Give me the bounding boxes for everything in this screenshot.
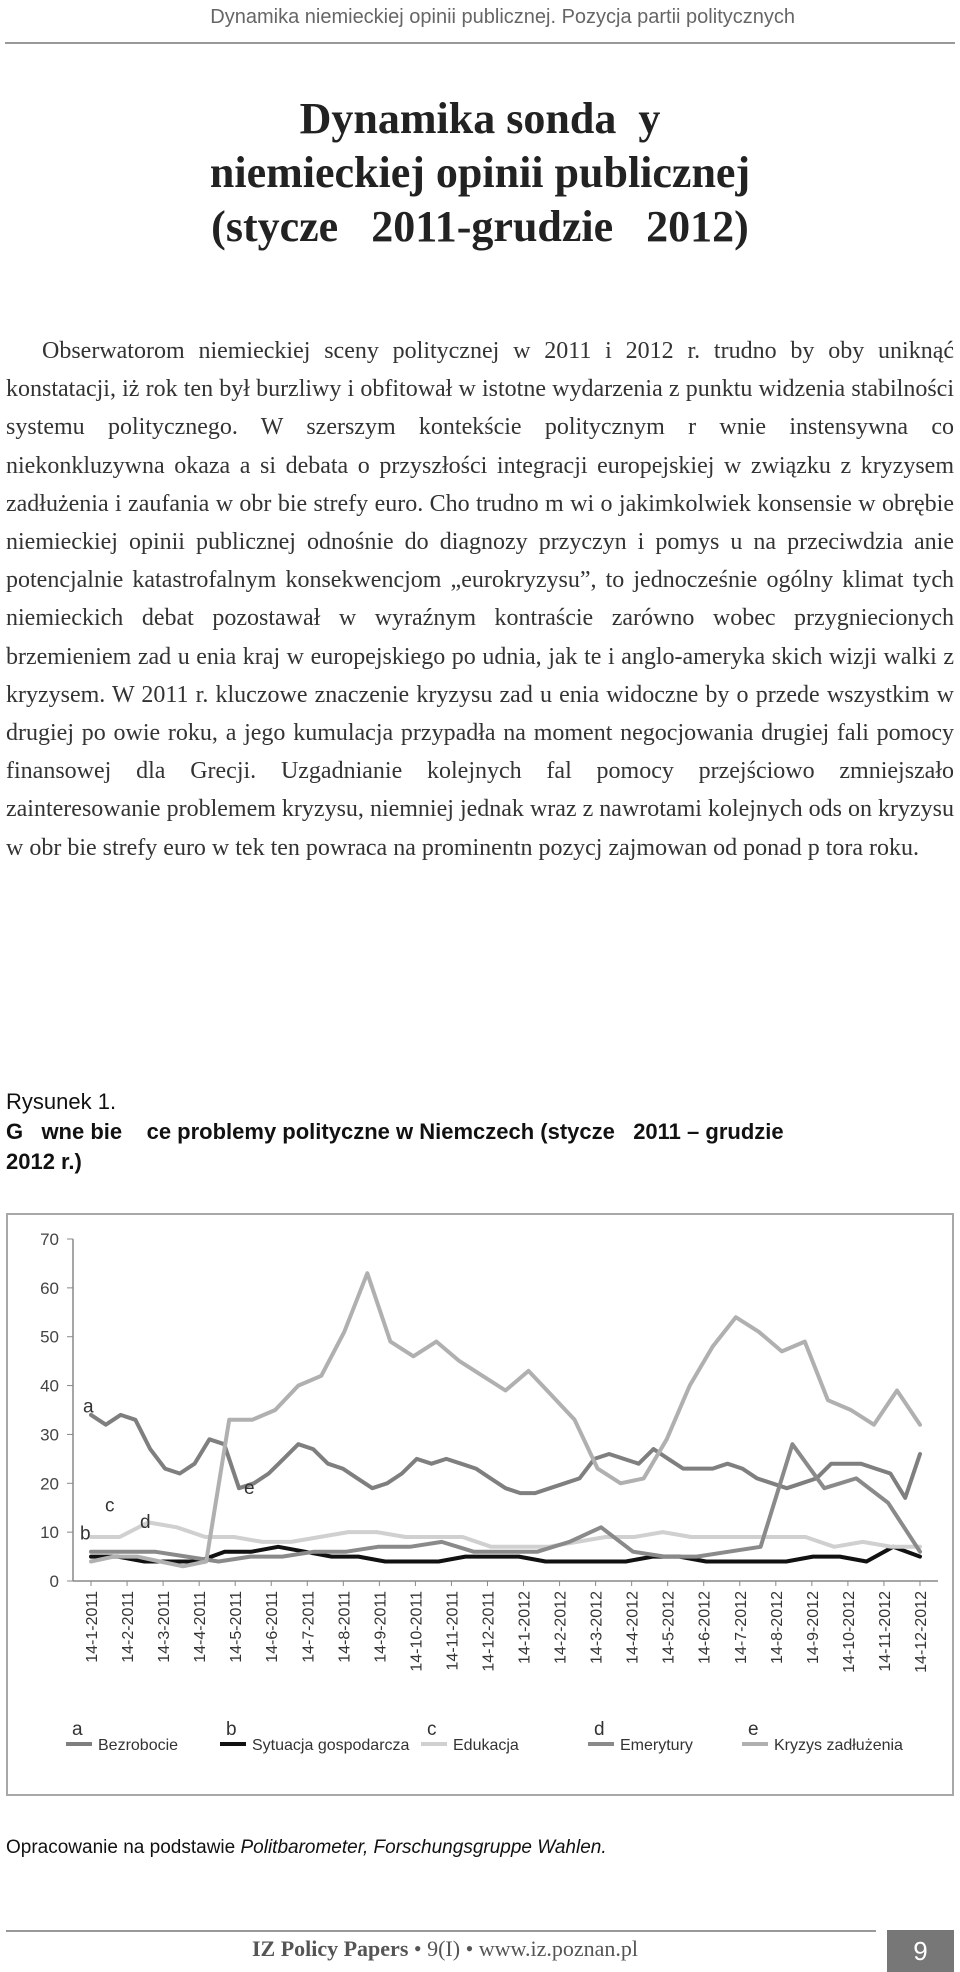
figure-title-line-2: 2012 r.) xyxy=(6,1149,82,1174)
figure-caption xyxy=(6,1087,954,1177)
footer-text xyxy=(0,1936,890,1962)
x-tick-label: 14-3-2012 xyxy=(588,1591,606,1664)
x-tick-label: 14-2-2011 xyxy=(120,1591,138,1663)
x-tick-label: 14-7-2011 xyxy=(300,1591,318,1663)
x-tick-label: 14-5-2012 xyxy=(660,1591,678,1664)
figure-label: Rysunek 1. xyxy=(6,1089,117,1114)
footer-rule xyxy=(6,1930,876,1932)
x-tick-label: 14-12-2011 xyxy=(480,1591,498,1672)
title-line-3: (stycze 2011-grudzie 2012) xyxy=(211,202,749,251)
header-rule xyxy=(5,42,955,44)
x-tick-label: 14-12-2012 xyxy=(912,1591,930,1673)
legend-label: Sytuacja gospodarcza xyxy=(252,1737,410,1754)
x-tick-label: 14-11-2011 xyxy=(444,1591,462,1671)
legend-label: Bezrobocie xyxy=(98,1737,179,1754)
series-letter-label: d xyxy=(140,1512,151,1534)
legend-key-letter: d xyxy=(594,1719,605,1740)
y-tick-label: 0 xyxy=(49,1572,59,1591)
running-header xyxy=(0,0,960,52)
running-header-text: Dynamika niemieckiej opinii publicznej. Pozycja partii politycznych xyxy=(210,6,795,28)
x-tick-label: 14-9-2011 xyxy=(372,1591,390,1663)
figure-source xyxy=(6,1837,607,1859)
y-tick-label: 40 xyxy=(40,1376,59,1396)
x-tick-label: 14-4-2012 xyxy=(624,1591,642,1664)
y-tick-label: 10 xyxy=(40,1523,59,1543)
y-tick-label: 30 xyxy=(40,1425,59,1445)
source-prefix: Opracowanie na podstawie xyxy=(6,1837,241,1858)
x-tick-label: 14-4-2011 xyxy=(192,1591,210,1663)
title-line-2: niemieckiej opinii publicznej xyxy=(209,148,751,197)
series-letter-label: e xyxy=(244,1478,255,1500)
body-paragraph: Obserwatorom niemieckiej sceny politycznej w 2011 i 2012 r. trudno by oby uniknąć konstatacji, iż rok ten był burzliwy i obfitował w istotne wydarzenia z punktu widzenia stabilności systemu politycznego. W szerszym kontekście politycznym r wnie instensywna co niekonkluzywna okaza a si debata o przyszłości integracji europejskiej w związku z kryzysem zadłużenia i zaufania w obr bie strefy euro. Cho trudno m wi o jakimkolwiek konsensie w obrębie niemieckiej opinii publicznej odnośnie do diagnozy przyczyn i pomys u na przeciwdzia anie potencjalnie katastrofalnym konsekwencjom „eurokryzysu”, to jednocześnie ogólny klimat tych niemieckich debat pozostawał w wyraźnym kontraście zarówno wobec przygniecionych brzemieniem zad u enia kraj w europejskiego po udnia, jak te i anglo-ameryka skich wizji walki z kryzysem. W 2011 r. kluczowe znaczenie kryzysu zad u enia widoczne by o przede wszystkim w drugiej po owie roku, a jego kumulacja przypadła na moment negocjowania drugiej fali pomocy finansowej dla Grecji. Uzgadnianie kolejnych fal pomocy przejściowo zmniejszało zainteresowanie problemem kryzysu, niemniej jednak wraz z nawrotami kolejnych ods on kryzysu w obr bie strefy euro w tek ten powraca na prominentn pozycj zajmowan od ponad p tora roku. xyxy=(6,338,954,861)
x-tick-label: 14-10-2012 xyxy=(840,1591,858,1673)
figure-title-line-1: G wne bie ce problemy polityczne w Niemczech (stycze 2011 – grudzie xyxy=(6,1119,784,1144)
chart-svg xyxy=(8,1215,952,1794)
legend-key-letter: e xyxy=(748,1719,759,1740)
source-italic: Politbarometer, Forschungsgruppe Wahlen. xyxy=(240,1837,607,1858)
article-title xyxy=(0,92,960,254)
line-chart xyxy=(6,1213,954,1796)
x-tick-label: 14-6-2011 xyxy=(264,1591,282,1663)
y-tick-label: 60 xyxy=(40,1278,59,1298)
x-tick-label: 14-10-2011 xyxy=(408,1591,426,1672)
legend-key-letter: c xyxy=(427,1719,437,1740)
series-letter-label: c xyxy=(105,1495,115,1517)
y-tick-label: 50 xyxy=(40,1327,59,1347)
x-tick-label: 14-2-2012 xyxy=(552,1591,570,1664)
legend-label: Edukacja xyxy=(453,1737,519,1754)
legend-key-letter: b xyxy=(226,1719,237,1740)
y-tick-label: 20 xyxy=(40,1474,59,1494)
x-tick-label: 14-5-2011 xyxy=(228,1591,246,1663)
x-tick-label: 14-6-2012 xyxy=(696,1591,714,1664)
x-tick-label: 14-7-2012 xyxy=(732,1591,750,1664)
series-letter-label: b xyxy=(80,1523,91,1545)
x-tick-label: 14-11-2012 xyxy=(876,1591,894,1672)
x-tick-label: 14-3-2011 xyxy=(156,1591,174,1663)
x-tick-label: 14-1-2011 xyxy=(84,1591,102,1663)
title-line-1: Dynamika sonda y xyxy=(299,94,661,143)
x-tick-label: 14-9-2012 xyxy=(804,1591,822,1664)
x-tick-label: 14-8-2012 xyxy=(768,1591,786,1664)
y-tick-label: 70 xyxy=(40,1230,59,1249)
footer-rest: • 9(I) • www.iz.poznan.pl xyxy=(408,1936,639,1961)
x-tick-label: 14-8-2011 xyxy=(336,1591,354,1663)
series-line-c xyxy=(91,1522,920,1546)
page-footer xyxy=(0,1930,960,1972)
series-line-a xyxy=(91,1415,920,1498)
legend-label: Kryzys zadłużenia xyxy=(774,1737,903,1754)
body-text xyxy=(6,332,954,867)
page-number: 9 xyxy=(887,1930,954,1972)
series-letter-label: a xyxy=(83,1396,94,1418)
legend-key-letter: a xyxy=(72,1719,83,1740)
series-line-e xyxy=(91,1273,920,1566)
legend-label: Emerytury xyxy=(620,1737,693,1754)
footer-brand: IZ Policy Papers xyxy=(251,1936,409,1961)
x-tick-label: 14-1-2012 xyxy=(516,1591,534,1664)
